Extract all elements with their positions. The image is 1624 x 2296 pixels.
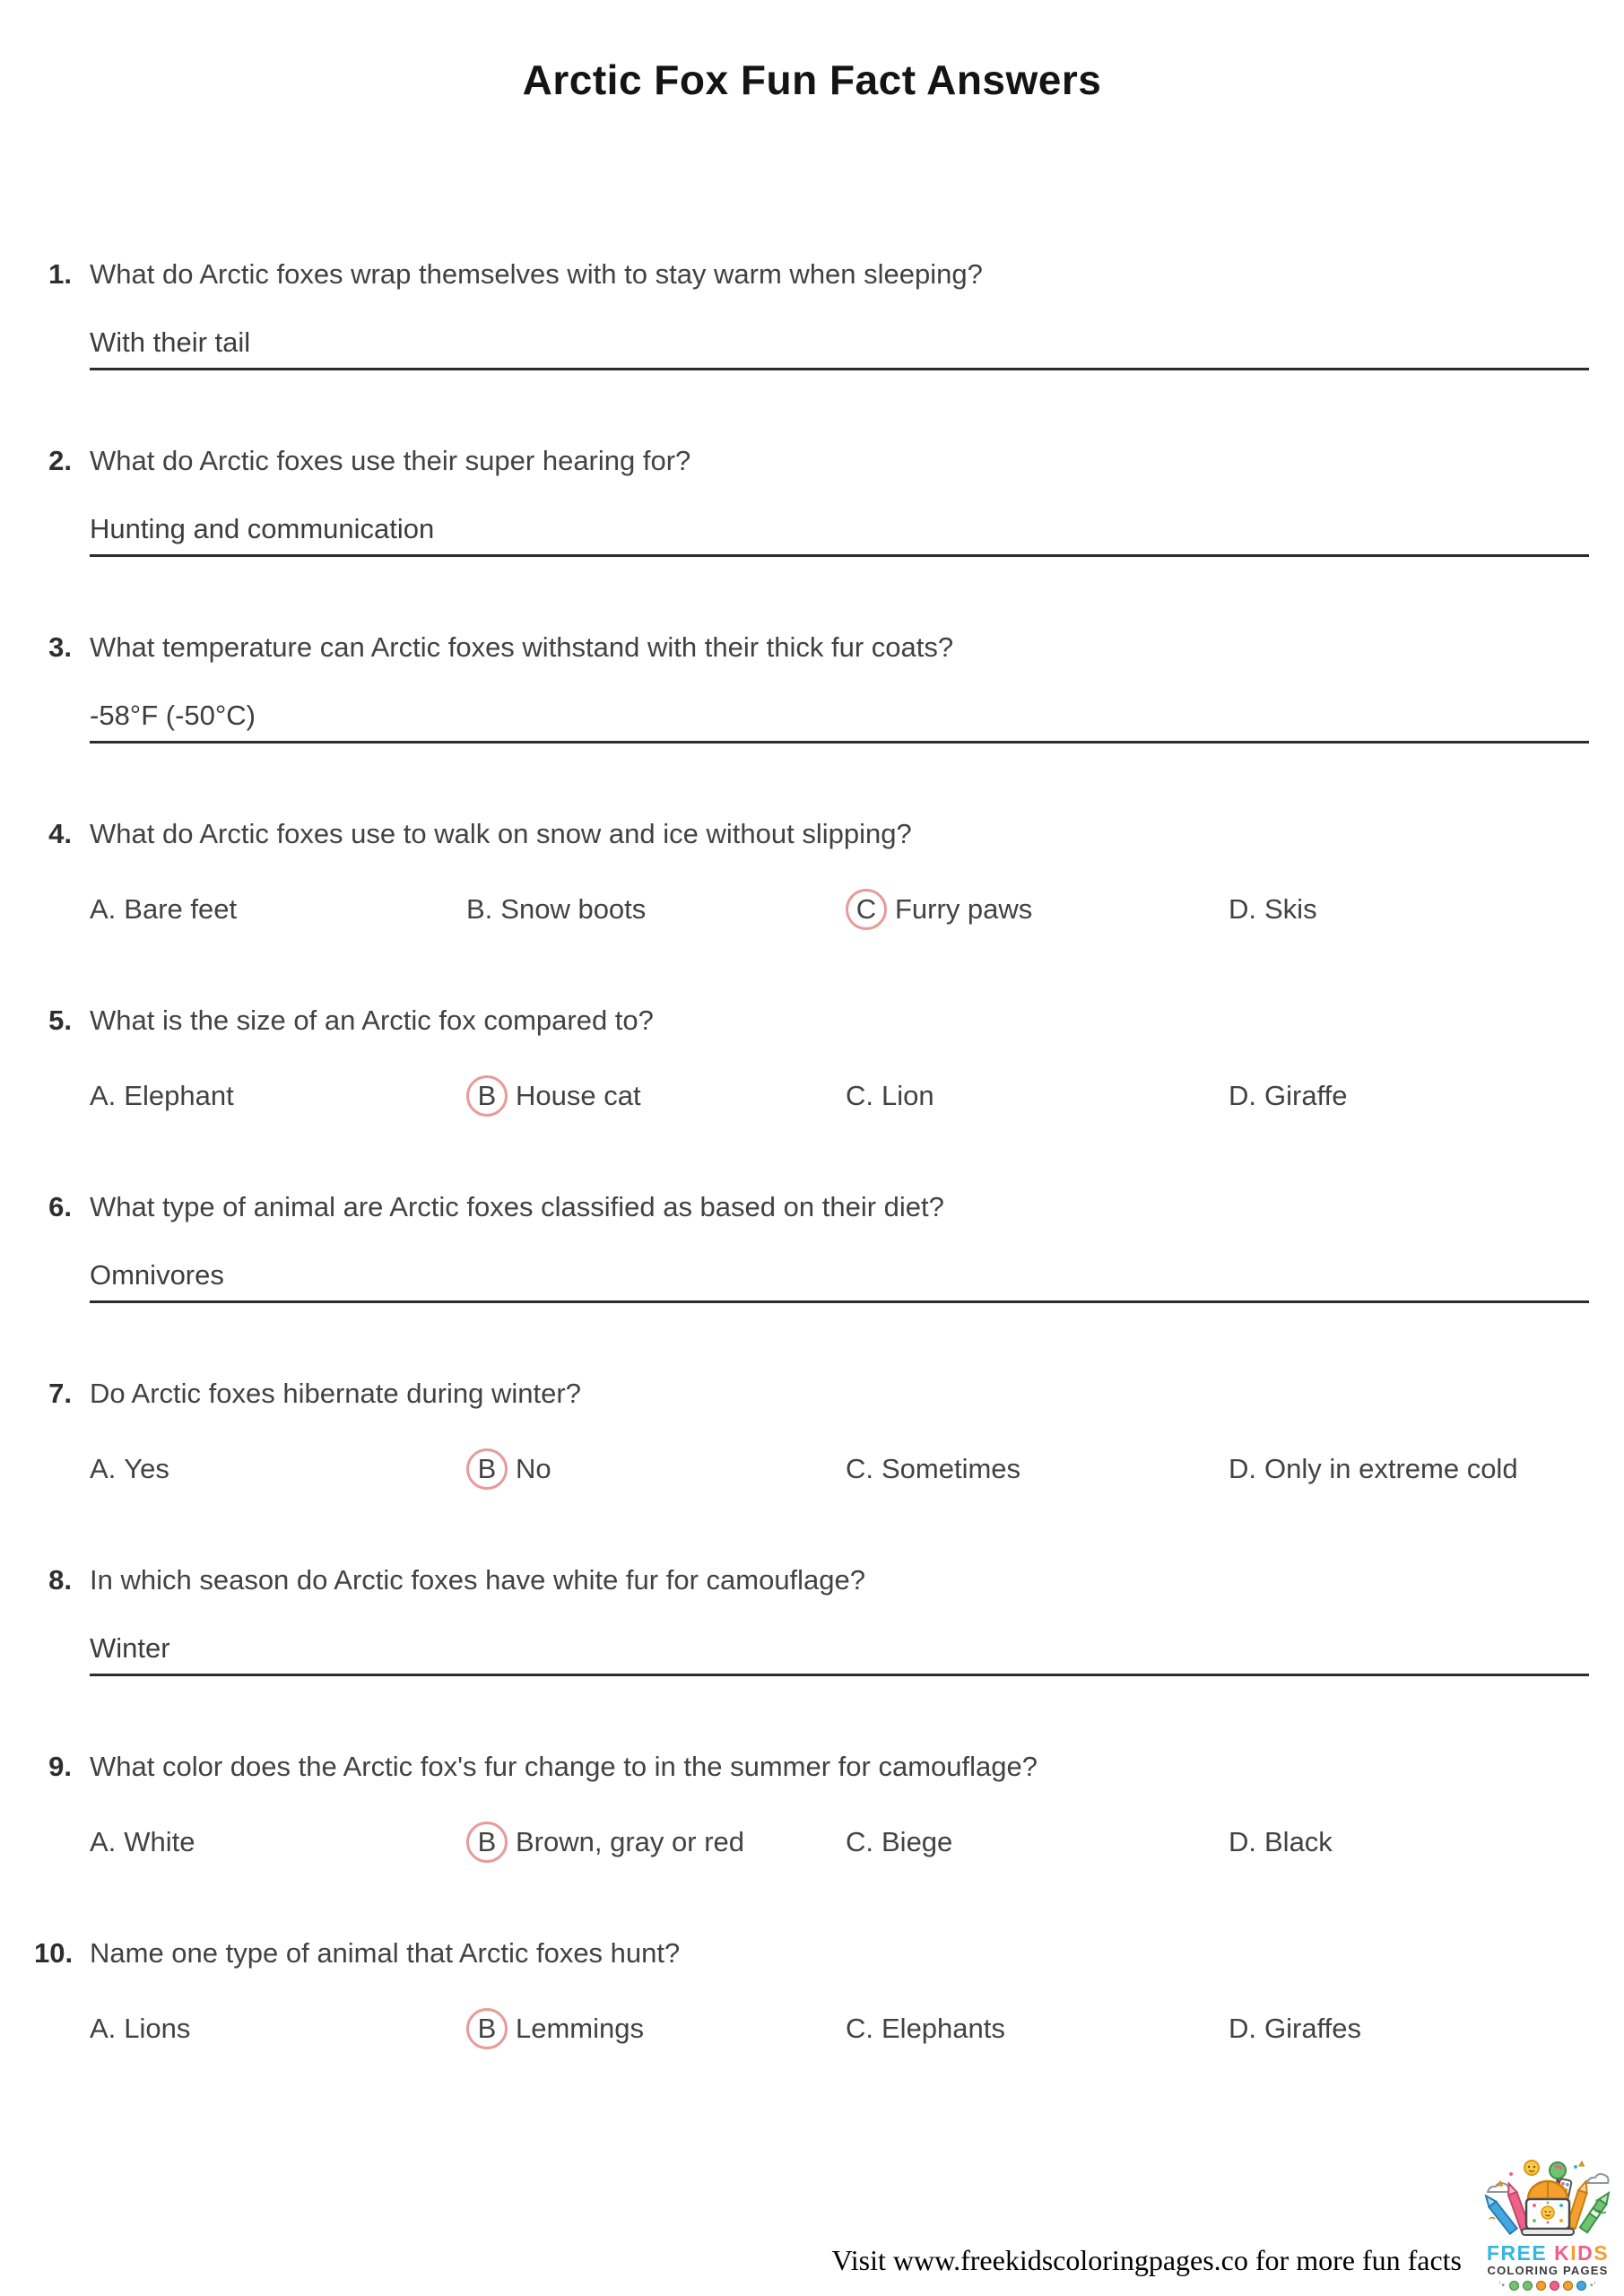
question-number: 6. (48, 1191, 72, 1222)
option-letter: C. (846, 1453, 873, 1484)
option-letter: A. (90, 1453, 117, 1484)
option-c (846, 1073, 1229, 1119)
option-letter: A. (90, 2013, 117, 2044)
option-letter: B. (466, 893, 493, 925)
option-d (1229, 2005, 1589, 2052)
question-text: What do Arctic foxes use their super hearing for? (90, 445, 691, 476)
question-text: What type of animal are Arctic foxes classified as based on their diet? (90, 1191, 944, 1222)
answer-circle: B (466, 1075, 508, 1117)
option-letter: A. (90, 893, 117, 925)
answer-circle: B (466, 2008, 508, 2049)
option-label: Biege (881, 1826, 953, 1857)
option-a (90, 886, 466, 933)
logo-wordmark: FREE KIDS (1486, 2241, 1610, 2265)
option-a (90, 1819, 466, 1866)
option-label: Giraffe (1264, 1080, 1348, 1111)
footer-link-text: Visit www.freekidscoloringpages.co for more fun facts (831, 2244, 1462, 2276)
option-a (90, 1446, 466, 1492)
question-block-2 (34, 445, 1589, 557)
answer-circle: C (846, 889, 887, 930)
option-b-correct (466, 1819, 846, 1866)
option-letter: A. (90, 1826, 117, 1857)
option-label: Furry paws (895, 893, 1033, 925)
option-label: No (516, 1453, 551, 1484)
answer-text: Hunting and communication (90, 513, 435, 544)
option-letter: D. (1229, 1453, 1256, 1484)
answer-underline (90, 513, 1589, 557)
option-label: Snow boots (500, 893, 647, 925)
question-number: 2. (48, 445, 72, 476)
answer-text: -58°F (-50°C) (90, 700, 256, 731)
option-b-correct (466, 1446, 846, 1492)
question-block-9 (34, 1751, 1589, 1866)
question-block-6 (34, 1191, 1589, 1303)
question-text: What do Arctic foxes use to walk on snow and ice without slipping? (90, 818, 912, 849)
option-b (466, 886, 846, 933)
logo-word-free: FREE (1486, 2241, 1548, 2265)
option-letter: D. (1229, 1080, 1256, 1111)
option-a (90, 2005, 466, 2052)
option-d (1229, 1819, 1589, 1866)
question-block-3 (34, 631, 1589, 744)
option-b-correct (466, 2005, 846, 2052)
brand-logo (1480, 2156, 1616, 2291)
question-number: 1. (48, 258, 72, 290)
option-label: Giraffes (1264, 2013, 1361, 2044)
option-label: Only in extreme cold (1264, 1453, 1518, 1484)
option-label: Bare feet (124, 893, 238, 925)
option-c (846, 1446, 1229, 1492)
question-text: Name one type of animal that Arctic foxes hunt? (90, 1937, 681, 1969)
option-label: Sometimes (881, 1453, 1021, 1484)
logo-subtitle: COLORING PAGES (1487, 2264, 1609, 2277)
option-d (1229, 1073, 1589, 1119)
answer-underline (90, 326, 1589, 370)
option-label: Yes (124, 1453, 169, 1484)
answer-underline (90, 1259, 1589, 1303)
question-text: In which season do Arctic foxes have white fur for camouflage? (90, 1564, 866, 1596)
answer-circle: B (466, 1822, 508, 1863)
question-number: 3. (48, 631, 72, 663)
option-label: Brown, gray or red (516, 1826, 744, 1857)
option-letter: D. (1229, 2013, 1256, 2044)
question-text: Do Arctic foxes hibernate during winter? (90, 1378, 581, 1409)
option-label: Elephants (881, 2013, 1005, 2044)
question-block-8 (34, 1564, 1589, 1676)
option-letter: C. (846, 1080, 873, 1111)
question-number: 8. (48, 1564, 72, 1596)
page-title: Arctic Fox Fun Fact Answers (522, 57, 1102, 103)
answer-text: Omnivores (90, 1259, 224, 1291)
question-block-1 (34, 258, 1589, 370)
question-number: 9. (48, 1751, 72, 1782)
answer-text: With their tail (90, 326, 251, 358)
question-text: What temperature can Arctic foxes withstand with their thick fur coats? (90, 631, 954, 663)
option-label: Black (1264, 1826, 1333, 1857)
option-a (90, 1073, 466, 1119)
option-d (1229, 886, 1589, 933)
option-label: Lemmings (516, 2013, 644, 2044)
option-label: Lion (881, 1080, 934, 1111)
answer-underline (90, 700, 1589, 744)
option-c-correct (846, 886, 1229, 933)
answer-circle: B (466, 1448, 508, 1490)
option-b-correct (466, 1073, 846, 1119)
option-label: Lions (124, 2013, 191, 2044)
answer-underline (90, 1632, 1589, 1676)
option-c (846, 2005, 1229, 2052)
question-text: What is the size of an Arctic fox compared to? (90, 1004, 654, 1036)
option-label: White (124, 1826, 195, 1857)
option-c (846, 1819, 1229, 1866)
option-letter: C. (846, 1826, 873, 1857)
option-label: House cat (516, 1080, 641, 1111)
question-block-10 (34, 1937, 1589, 2052)
question-block-4 (34, 818, 1589, 933)
answer-text: Winter (90, 1632, 170, 1664)
option-label: Elephant (124, 1080, 234, 1111)
question-block-5 (34, 1004, 1589, 1119)
option-letter: D. (1229, 893, 1256, 925)
option-letter: D. (1229, 1826, 1256, 1857)
question-text: What color does the Arctic fox's fur change to in the summer for camouflage? (90, 1751, 1038, 1782)
question-number: 7. (48, 1378, 72, 1409)
option-d (1229, 1446, 1589, 1492)
option-letter: A. (90, 1080, 117, 1111)
question-number: 4. (48, 818, 72, 849)
question-text: What do Arctic foxes wrap themselves with to stay warm when sleeping? (90, 258, 983, 290)
logo-illustration-icon (1481, 2156, 1615, 2242)
option-label: Skis (1264, 893, 1317, 925)
question-number: 10. (34, 1937, 74, 1969)
option-letter: C. (846, 2013, 873, 2044)
logo-dots-icon: '• •' (1498, 2281, 1597, 2291)
question-block-7 (34, 1378, 1589, 1492)
question-number: 5. (48, 1004, 72, 1036)
